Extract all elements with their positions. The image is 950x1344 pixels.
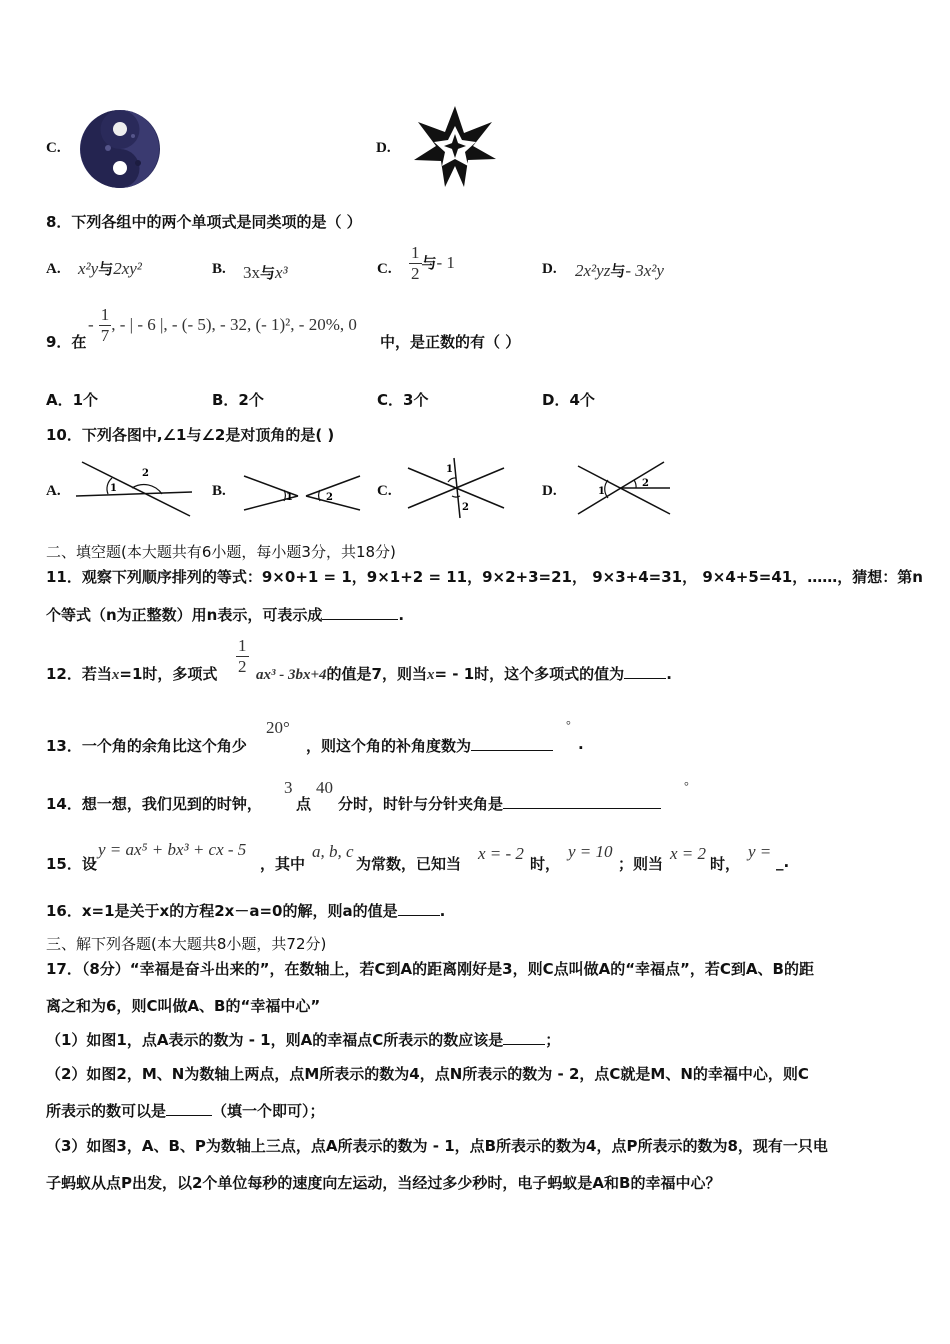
q8-option-d	[575, 260, 664, 281]
q8-a-mid: 与	[98, 260, 114, 278]
q15-mid3: ；则当	[618, 855, 664, 873]
q10-a-angle-2: 2	[142, 468, 149, 479]
q15-equation: y = ax⁵ + bx³ + cx - 5	[98, 840, 247, 859]
q13-pre: 13．一个角的余角比这个角少	[46, 737, 247, 755]
q15-pre: 15．设	[46, 855, 97, 873]
q14-answer-blank[interactable]	[503, 808, 661, 809]
q11-line2: 个等式（n为正整数）用n表示，可表示成 .	[46, 606, 405, 624]
q13-mid: ，则这个角的补角度数为	[306, 735, 553, 756]
q9-option-d: D．4个	[542, 391, 595, 409]
q15-mid2: 为常数，已知当	[356, 855, 462, 873]
q10-figure-a	[74, 458, 194, 520]
q10-c-label: C.	[377, 483, 392, 499]
q8-c-label: C.	[377, 261, 392, 277]
q10-figure-c	[404, 456, 508, 520]
q8-d-mid: 与	[610, 262, 626, 280]
q10-d-angle-2: 2	[642, 478, 649, 489]
q17-part1: （1）如图1，点A表示的数为 - 1，则A的幸福点C所表示的数应该是 ；	[46, 1031, 561, 1049]
q8-b-mid: 与	[260, 264, 276, 282]
q8-a-right: 2xy²	[113, 259, 142, 278]
q10-figure-d	[574, 458, 674, 520]
q8-b-left: 3x	[243, 263, 260, 282]
q8-c-mid: 与	[421, 254, 437, 272]
q10-c-angle-1: 1	[446, 464, 453, 475]
section-2-title: 二、填空题(本大题共有6小题，每小题3分，共18分)	[46, 543, 396, 561]
q10-a-label: A.	[46, 483, 61, 499]
q14-minute: 40	[316, 778, 333, 797]
q15-shi2: 时，	[710, 855, 741, 873]
q8-d-left: 2x²yz	[575, 261, 611, 280]
q8-stem: 8．下列各组中的两个单项式是同类项的是（ ）	[46, 213, 362, 231]
q16-text: 16．x=1是关于x的方程2x－a=0的解，则a的值是 .	[46, 902, 446, 920]
q17-part2-line1: （2）如图2，M、N为数轴上两点，点M所表示的数为4，点N所表示的数为 - 2，点C就是M、N的幸福中心，则C	[46, 1065, 809, 1083]
q15-blank[interactable]: _.	[776, 853, 790, 871]
q14-hour: 3	[284, 778, 293, 797]
q17-line2: 离之和为6，则C叫做A、B的“幸福中心”	[46, 997, 321, 1015]
q9-label: 9．在	[46, 333, 87, 351]
q10-b-angle-1: 1	[286, 492, 293, 503]
q10-c-angle-2: 2	[462, 502, 469, 513]
q10-figure-b	[240, 470, 364, 514]
q9-number-list: - $\frac{1}{7}$ , - | - 6 |, - (- 5), - 32, (- 1)², - 20%, 0	[88, 305, 357, 345]
q17-part2-line2: 所表示的数可以是 （填一个即可）；	[46, 1102, 325, 1120]
q12-text: 12．若当x=1时，多项式	[46, 665, 218, 683]
q14-dian: 点	[296, 795, 312, 813]
q17-part3-line2: 子蚂蚁从点P出发，以2个单位每秒的速度向左运动，当经过多少秒时，电子蚂蚁是A和B的幸福中心？	[46, 1174, 721, 1192]
q8-c-fraction: $\frac{1}{2}$	[411, 243, 420, 283]
q10-d-label: D.	[542, 483, 557, 499]
q13-degree: 20°	[266, 718, 290, 737]
q12-fraction: $\frac{1}{2}$	[238, 636, 247, 676]
q7-option-d-label: D.	[376, 140, 391, 156]
q14-pre: 14．想一想，我们见到的时钟，	[46, 795, 262, 813]
q9-list: , - | - 6 |, - (- 5), - 32, (- 1)², - 20%, 0	[111, 315, 357, 334]
q9-option-c: C．3个	[377, 391, 429, 409]
q15-ask: y =	[748, 842, 772, 861]
q17-line1: 17．（8分）“幸福是奋斗出来的”，在数轴上，若C到A的距离刚好是3，则C点叫做A的“幸福点”，若C到A、B的距	[46, 960, 814, 978]
q15-mid1: ，其中	[260, 855, 306, 873]
q15-cond1: x = - 2	[478, 844, 524, 863]
q7-option-c-label: C.	[46, 140, 61, 156]
q12-answer-blank[interactable]	[624, 678, 666, 679]
q10-stem: 10．下列各图中,∠1与∠2是对顶角的是( )	[46, 426, 335, 444]
q8-b-right: x³	[275, 263, 288, 282]
yin-yang-figure	[78, 108, 164, 190]
q8-a-left: x²y	[78, 259, 99, 278]
q8-b-label: B.	[212, 261, 226, 277]
q11-line1: 11．观察下列顺序排列的等式：9×0+1 = 1，9×1+2 = 11，9×2+3=21， 9×3+4=31， 9×4+5=41，……，猜想：第n	[46, 568, 923, 586]
q8-a-label: A.	[46, 261, 61, 277]
q8-d-right: - 3x²y	[625, 261, 664, 280]
q11-answer-blank[interactable]	[322, 619, 398, 620]
q13-end: .	[578, 735, 584, 753]
q10-a-angle-1: 1	[110, 483, 117, 494]
q8-option-c	[409, 243, 455, 284]
q14-degree-unit: °	[684, 779, 689, 793]
q17-part3-line1: （3）如图3，A、B、P为数轴上三点，点A所表示的数为 - 1，点B所表示的数为4，点P所表示的数为8，现有一只电	[46, 1137, 828, 1155]
q9-fraction: $\frac{1}{7}$	[100, 305, 110, 345]
q13-answer-blank[interactable]	[471, 750, 553, 751]
q17-part1-blank[interactable]	[503, 1044, 545, 1045]
q10-b-angle-2: 2	[326, 492, 333, 503]
q15-cond2: y = 10	[568, 842, 613, 861]
q17-part2-blank[interactable]	[166, 1115, 212, 1116]
q8-option-b	[243, 262, 288, 283]
q13-degree-unit: °	[566, 718, 571, 732]
q10-d-angle-1: 1	[598, 486, 605, 497]
q12-polynomial: ax³ - 3bx+4	[256, 667, 327, 683]
q9-tail: 中，是正数的有（ ）	[380, 333, 521, 351]
q8-c-right: - 1	[436, 253, 455, 272]
q10-b-label: B.	[212, 483, 226, 499]
section-3-title: 三、解下列各题(本大题共8小题，共72分)	[46, 935, 327, 953]
q15-shi1: 时，	[530, 855, 561, 873]
star-figure	[412, 104, 498, 190]
q9-option-a: A．1个	[46, 391, 99, 409]
q15-cond3: x = 2	[670, 844, 707, 863]
q8-d-label: D.	[542, 261, 557, 277]
q14-mid: 分时，时针与分针夹角是	[338, 793, 661, 814]
q15-vars: a, b, c	[312, 842, 354, 861]
q9-option-b: B．2个	[212, 391, 264, 409]
q16-answer-blank[interactable]	[398, 915, 440, 916]
q8-option-a	[78, 258, 142, 279]
q12-text-2: ax³ - 3bx+4的值是7，则当x= - 1时，这个多项式的值为 .	[256, 665, 672, 683]
